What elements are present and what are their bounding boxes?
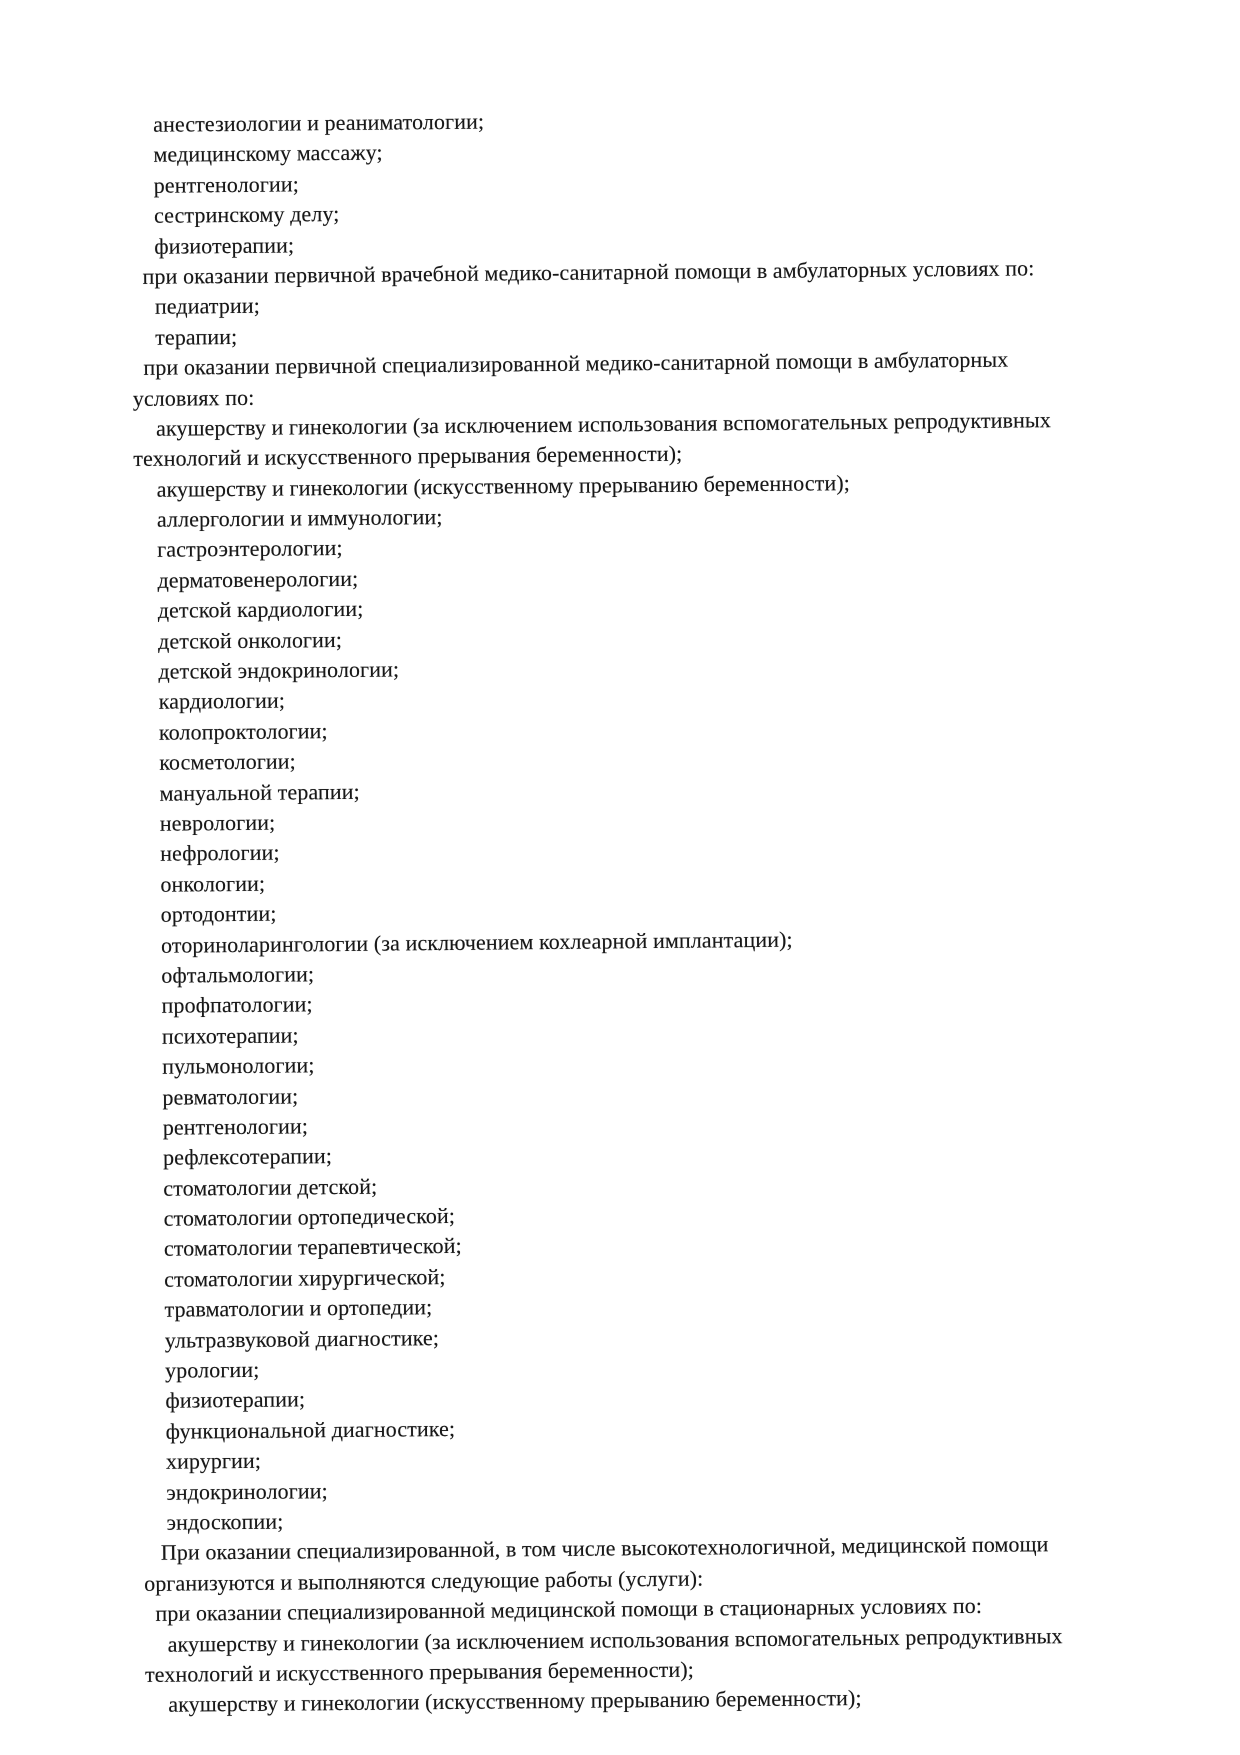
text-line: ортодонтии; <box>160 900 277 927</box>
text-line: неврологии; <box>159 809 276 836</box>
text-line: функциональной диагностике; <box>165 1415 456 1444</box>
text-line: эндокринологии; <box>166 1477 328 1505</box>
text-line: акушерству и гинекологии (за исключением использования вспомогательных репродуктивных <box>155 407 1051 441</box>
license-works-list <box>130 100 1155 1720</box>
text-line: организуются и выполняются следующие работы (услуги): <box>144 1565 704 1596</box>
text-line: стоматологии хирургической; <box>164 1263 446 1292</box>
text-line: анестезиологии и реаниматологии; <box>153 108 485 137</box>
text-line: гастроэнтерологии; <box>157 535 343 563</box>
text-line: колопроктологии; <box>158 717 328 745</box>
text-line: рентгенологии; <box>153 171 300 198</box>
text-line: детской кардиологии; <box>157 596 364 624</box>
text-line: профпатологии; <box>161 991 313 1019</box>
text-line: рефлексотерапии; <box>162 1143 333 1171</box>
text-line: детской эндокринологии; <box>158 656 400 684</box>
text-line: условиях по: <box>132 384 255 411</box>
text-line: терапии; <box>155 323 238 350</box>
text-line: При оказании специализированной, в том числе высокотехнологичной, медицинской помощи <box>160 1531 1049 1566</box>
text-line: мануальной терапии; <box>159 778 360 806</box>
text-line: офтальмологии; <box>161 961 315 988</box>
text-line: травматологии и ортопедии; <box>164 1294 433 1322</box>
text-line: акушерству и гинекологии (за исключением использования вспомогательных репродуктивных <box>167 1622 1063 1657</box>
text-line: оториноларингологии (за исключением кохлеарной имплантации); <box>160 926 793 958</box>
text-line: онкологии; <box>160 870 266 897</box>
text-line: физиотерапии; <box>165 1386 306 1414</box>
text-line: рентгенологии; <box>162 1113 309 1140</box>
text-line: акушерству и гинекологии (искусственному прерыванию беременности); <box>156 469 851 502</box>
text-line: педиатрии; <box>154 293 260 320</box>
text-line: хирургии; <box>165 1447 262 1474</box>
text-line: психотерапии; <box>161 1022 299 1049</box>
text-line: медицинскому массажу; <box>153 139 383 168</box>
text-line: аллергологии и иммунологии; <box>156 504 443 532</box>
text-line: при оказании специализированной медицинской помощи в стационарных условиях по: <box>155 1593 983 1626</box>
text-line: стоматологии терапевтической; <box>163 1233 462 1262</box>
text-line: технологий и искусственного прерывания беременности); <box>133 441 683 472</box>
text-line: косметологии; <box>159 748 296 775</box>
text-line: дерматовенерологии; <box>157 565 359 593</box>
text-line: ревматологии; <box>162 1082 299 1110</box>
text-line: пульмонологии; <box>162 1052 315 1079</box>
text-line: детской онкологии; <box>157 626 343 654</box>
text-line: стоматологии детской; <box>163 1173 378 1201</box>
text-line: эндоскопии; <box>166 1508 284 1535</box>
text-line: кардиологии; <box>158 687 286 715</box>
text-line: технологий и искусственного прерывания беременности); <box>144 1656 695 1687</box>
text-line: ультразвуковой диагностике; <box>164 1324 440 1353</box>
text-line: урологии; <box>164 1356 260 1383</box>
text-line: акушерству и гинекологии (искусственному прерыванию беременности); <box>168 1685 862 1718</box>
text-line: физиотерапии; <box>154 231 295 259</box>
text-line: при оказании первичной специализированной медико-санитарной помощи в амбулаторных <box>143 346 1009 381</box>
text-line: сестринскому делу; <box>153 201 340 228</box>
text-line: нефрологии; <box>160 839 280 867</box>
text-line: стоматологии ортопедической; <box>163 1202 456 1231</box>
text-line: при оказании первичной врачебной медико-санитарной помощи в амбулаторных условиях по: <box>142 255 1035 289</box>
